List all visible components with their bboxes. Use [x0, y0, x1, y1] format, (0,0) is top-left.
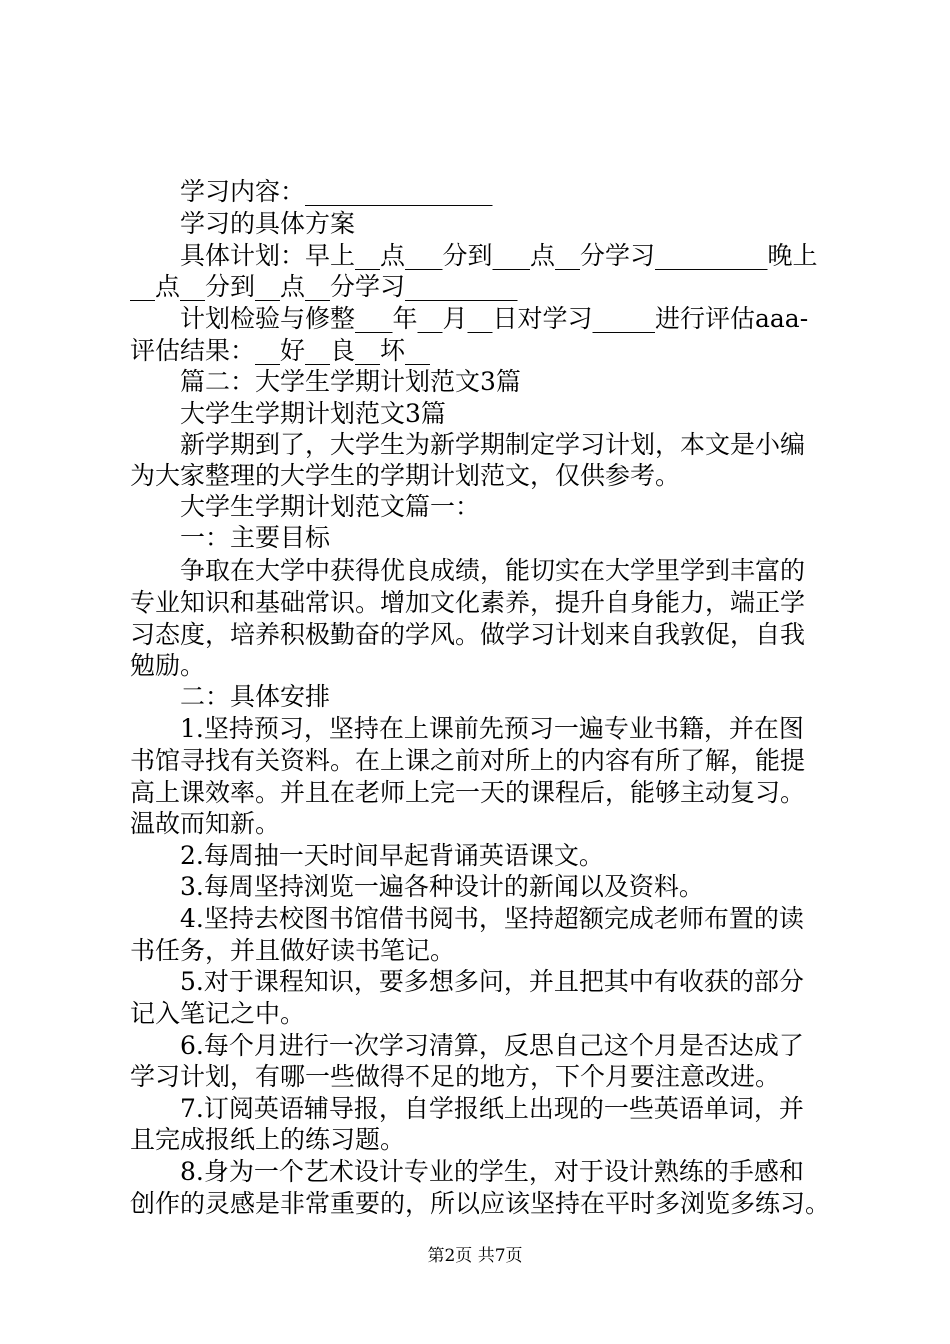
item-7-line-2: 且完成报纸上的练习题。 [130, 1125, 406, 1154]
item-2: 2.每周抽一天时间早起背诵英语课文。 [180, 841, 604, 870]
item-1-line-2: 书馆寻找有关资料。在上课之前对所上的内容有所了解，能提 [130, 746, 806, 775]
review-line-2: 评估结果：__好__良__坏__ [130, 336, 431, 365]
item-6-line-2: 学习计划，有哪一些做得不足的地方，下个月要注意改进。 [130, 1062, 781, 1091]
schedule-line-1: 具体计划：早上__点___分到___点__分学习_________晚上 [180, 241, 818, 270]
goal-line-2: 专业知识和基础常识。增加文化素养，提升自身能力，端正学 [130, 588, 806, 617]
item-5-line-2: 记入笔记之中。 [130, 999, 306, 1028]
item-1-line-4: 温故而知新。 [130, 809, 281, 838]
section-two-title: 篇二：大学生学期计划范文3篇 [180, 367, 521, 396]
item-4-line-1: 4.坚持去校图书馆借书阅书，坚持超额完成老师布置的读 [180, 904, 804, 933]
intro-line-2: 为大家整理的大学生的学期计划范文，仅供参考。 [130, 461, 681, 490]
goal-line-1: 争取在大学中获得优良成绩，能切实在大学里学到丰富的 [180, 556, 806, 585]
item-6-line-1: 6.每个月进行一次学习清算，反思自己这个月是否达成了 [180, 1031, 804, 1060]
main-goal-heading: 一：主要目标 [180, 523, 331, 552]
schedule-line-2: __点__分到__点__分学习_________ [130, 272, 518, 301]
goal-line-3: 习态度，培养积极勤奋的学风。做学习计划来自我敦促，自我 [130, 620, 806, 649]
item-8-line-1: 8.身为一个艺术设计专业的学生，对于设计熟练的手感和 [180, 1157, 804, 1186]
arrangement-heading: 二：具体安排 [180, 682, 331, 711]
study-plan-heading: 学习的具体方案 [180, 209, 356, 238]
sample-one-heading: 大学生学期计划范文篇一： [180, 492, 481, 521]
review-line-1: 计划检验与修整___年__月__日对学习_____进行评估aaa- [180, 304, 809, 333]
item-4-line-2: 书任务，并且做好读书笔记。 [130, 936, 456, 965]
item-5-line-1: 5.对于课程知识，要多想多问，并且把其中有收获的部分 [180, 967, 804, 996]
item-3: 3.每周坚持浏览一遍各种设计的新闻以及资料。 [180, 872, 704, 901]
item-8-line-2: 创作的灵感是非常重要的，所以应该坚持在平时多浏览多练习。 [130, 1189, 831, 1218]
item-7-line-1: 7.订阅英语辅导报，自学报纸上出现的一些英语单词，并 [180, 1094, 804, 1123]
intro-line-1: 新学期到了，大学生为新学期制定学习计划，本文是小编 [180, 430, 806, 459]
article-title: 大学生学期计划范文3篇 [180, 399, 446, 428]
page-footer: 第2页 共7页 [427, 1246, 523, 1266]
item-1-line-3: 高上课效率。并且在老师上完一天的课程后，能够主动复习。 [130, 778, 806, 807]
goal-line-4: 勉励。 [130, 651, 206, 680]
item-1-line-1: 1.坚持预习，坚持在上课前先预习一遍专业书籍，并在图 [180, 714, 804, 743]
study-content-line: 学习内容：_______________ [180, 177, 493, 206]
